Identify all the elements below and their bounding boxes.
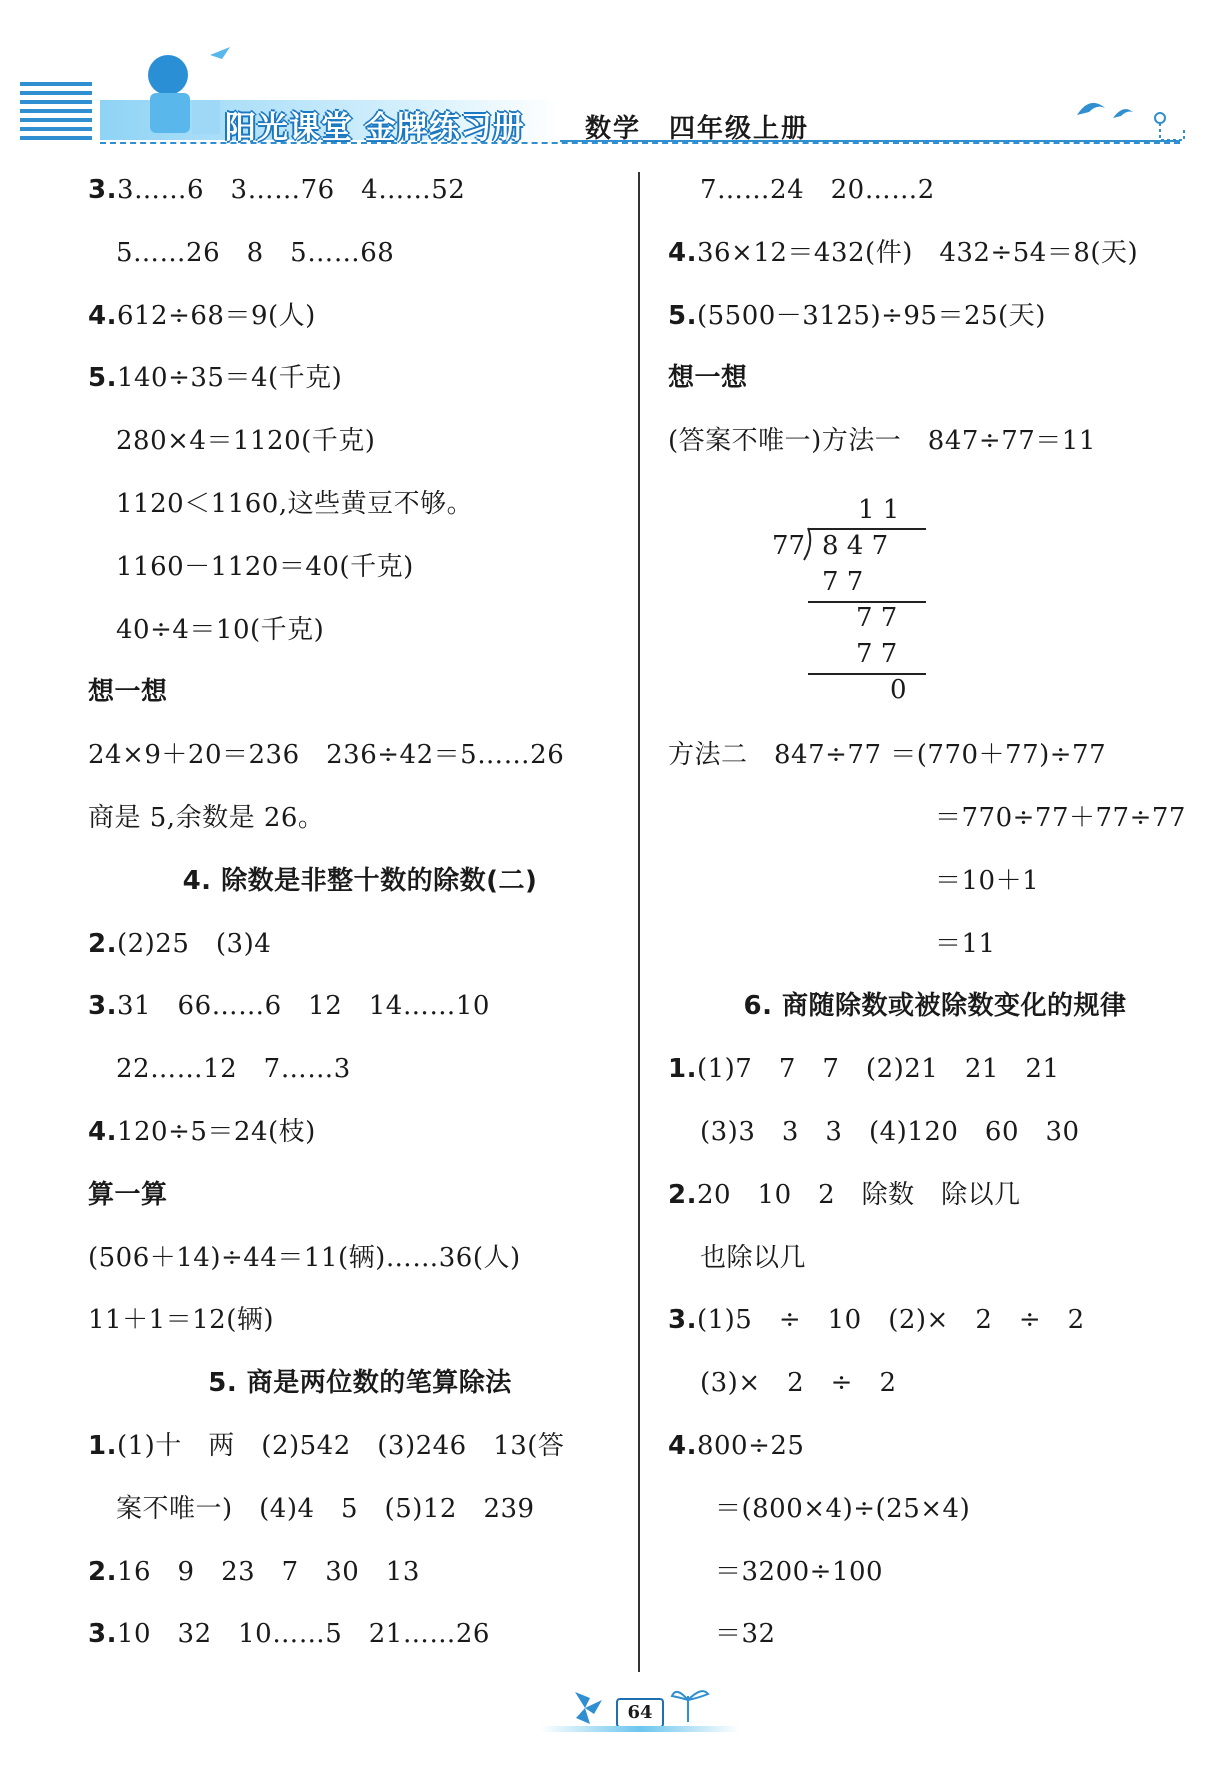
long-division-step3: 7 7 bbox=[856, 639, 898, 669]
header-rule-solid bbox=[560, 140, 1180, 142]
left-line: 40÷4＝10(千克) bbox=[116, 614, 325, 645]
problem-number: 4. bbox=[88, 300, 117, 331]
right-line: 2.20 10 2 除数 除以几 bbox=[668, 1179, 1021, 1210]
sub-heading: 想一想 bbox=[88, 677, 168, 708]
header-ornament-icon bbox=[1150, 110, 1190, 150]
left-line: 5……26 8 5……68 bbox=[116, 237, 395, 268]
left-line: 3.3……6 3……76 4……52 bbox=[88, 175, 466, 205]
right-line: (3)3 3 3 (4)120 60 30 bbox=[700, 1117, 1080, 1147]
long-division-step2: 7 7 bbox=[856, 603, 898, 633]
page-header bbox=[0, 0, 1214, 150]
left-line: 1.(1)十 两 (2)542 (3)246 13(答 bbox=[88, 1431, 565, 1461]
problem-number: 5. bbox=[668, 300, 697, 331]
problem-number: 1. bbox=[668, 1054, 697, 1085]
problem-number: 3. bbox=[668, 1305, 697, 1336]
left-line: 2.16 9 23 7 30 13 bbox=[88, 1556, 420, 1587]
right-line: ＝10＋1 bbox=[935, 865, 1040, 896]
right-line: 也除以几 bbox=[700, 1242, 807, 1273]
right-line: 3.(1)5 ÷ 10 (2)× 2 ÷ 2 bbox=[668, 1305, 1085, 1336]
problem-number: 3. bbox=[88, 175, 117, 205]
right-line: 5.(5500－3125)÷95＝25(天) bbox=[668, 300, 1046, 331]
problem-number: 4. bbox=[668, 237, 697, 268]
right-line: ＝3200÷100 bbox=[715, 1556, 884, 1587]
birds-icon bbox=[1075, 90, 1145, 130]
problem-number: 2. bbox=[88, 928, 117, 959]
right-line: ＝11 bbox=[935, 928, 996, 959]
left-line: 22……12 7……3 bbox=[116, 1054, 351, 1085]
long-division-dividend: 8 4 7 bbox=[822, 531, 889, 561]
left-line: 280×4＝1120(千克) bbox=[116, 426, 376, 457]
left-line: 3.31 66……6 12 14……10 bbox=[88, 991, 490, 1022]
division-bracket-top bbox=[808, 528, 926, 530]
footer-line bbox=[540, 1726, 740, 1732]
division-rule-2 bbox=[808, 673, 926, 675]
column-divider bbox=[638, 172, 640, 1672]
left-line: 2.(2)25 (3)4 bbox=[88, 928, 272, 959]
mascot-logo-icon bbox=[130, 45, 240, 140]
section-heading: 4. 除数是非整十数的除数(二) bbox=[182, 865, 538, 896]
problem-number: 1. bbox=[88, 1431, 117, 1461]
left-line: 4.120÷5＝24(枝) bbox=[88, 1117, 316, 1147]
page-footer bbox=[540, 1682, 740, 1732]
long-division-quotient: 1 1 bbox=[858, 495, 900, 525]
long-division bbox=[760, 495, 930, 715]
problem-number: 4. bbox=[668, 1431, 697, 1461]
right-line: (3)× 2 ÷ 2 bbox=[700, 1368, 897, 1399]
long-division-step1: 7 7 bbox=[822, 567, 864, 597]
problem-number: 3. bbox=[88, 1619, 117, 1650]
left-line: 24×9＋20＝236 236÷42＝5……26 bbox=[88, 740, 565, 771]
left-line: 案不唯一) (4)4 5 (5)12 239 bbox=[116, 1493, 535, 1524]
pinwheel-icon bbox=[560, 1686, 610, 1726]
left-line: 商是 5,余数是 26。 bbox=[88, 803, 325, 833]
subject-grade: 数学 四年级上册 bbox=[585, 114, 810, 144]
left-line: 4.612÷68＝9(人) bbox=[88, 300, 316, 331]
long-division-remainder: 0 bbox=[890, 675, 907, 705]
problem-number: 2. bbox=[88, 1556, 117, 1587]
left-line: 3.10 32 10……5 21……26 bbox=[88, 1619, 490, 1650]
right-line: 7……24 20……2 bbox=[700, 175, 935, 205]
left-line: (506＋14)÷44＝11(辆)……36(人) bbox=[88, 1242, 521, 1273]
right-line: 4.800÷25 bbox=[668, 1431, 805, 1461]
section-heading: 5. 商是两位数的笔算除法 bbox=[208, 1368, 512, 1399]
sub-heading: 算一算 bbox=[88, 1179, 168, 1210]
left-line: 1160－1120＝40(千克) bbox=[116, 551, 414, 582]
right-line: 4.36×12＝432(件) 432÷54＝8(天) bbox=[668, 237, 1139, 268]
problem-number: 5. bbox=[88, 363, 117, 394]
sprout-icon bbox=[668, 1682, 718, 1726]
problem-number: 2. bbox=[668, 1179, 697, 1210]
left-line: 1120＜1160,这些黄豆不够。 bbox=[116, 489, 474, 519]
long-division-divisor: 77 bbox=[772, 531, 806, 561]
left-line: 11＋1＝12(辆) bbox=[88, 1305, 274, 1336]
right-line: ＝770÷77＋77÷77 bbox=[935, 803, 1186, 833]
right-line: ＝(800×4)÷(25×4) bbox=[715, 1493, 971, 1524]
right-line: 1.(1)7 7 7 (2)21 21 21 bbox=[668, 1054, 1060, 1085]
header-stripes bbox=[20, 82, 92, 144]
right-line: ＝32 bbox=[715, 1619, 776, 1650]
sub-heading: 想一想 bbox=[668, 363, 748, 394]
problem-number: 4. bbox=[88, 1117, 117, 1147]
page-number: 64 bbox=[616, 1698, 664, 1728]
right-line: (答案不唯一)方法一 847÷77＝11 bbox=[668, 426, 1096, 457]
header-rule-dashed bbox=[100, 142, 1180, 144]
left-line: 5.140÷35＝4(千克) bbox=[88, 363, 343, 394]
section-heading: 6. 商随除数或被除数变化的规律 bbox=[743, 991, 1127, 1022]
problem-number: 3. bbox=[88, 991, 117, 1022]
series-title: 阳光课堂 金牌练习册 bbox=[225, 110, 525, 146]
right-line: 方法二 847÷77 ＝(770＋77)÷77 bbox=[668, 740, 1107, 771]
